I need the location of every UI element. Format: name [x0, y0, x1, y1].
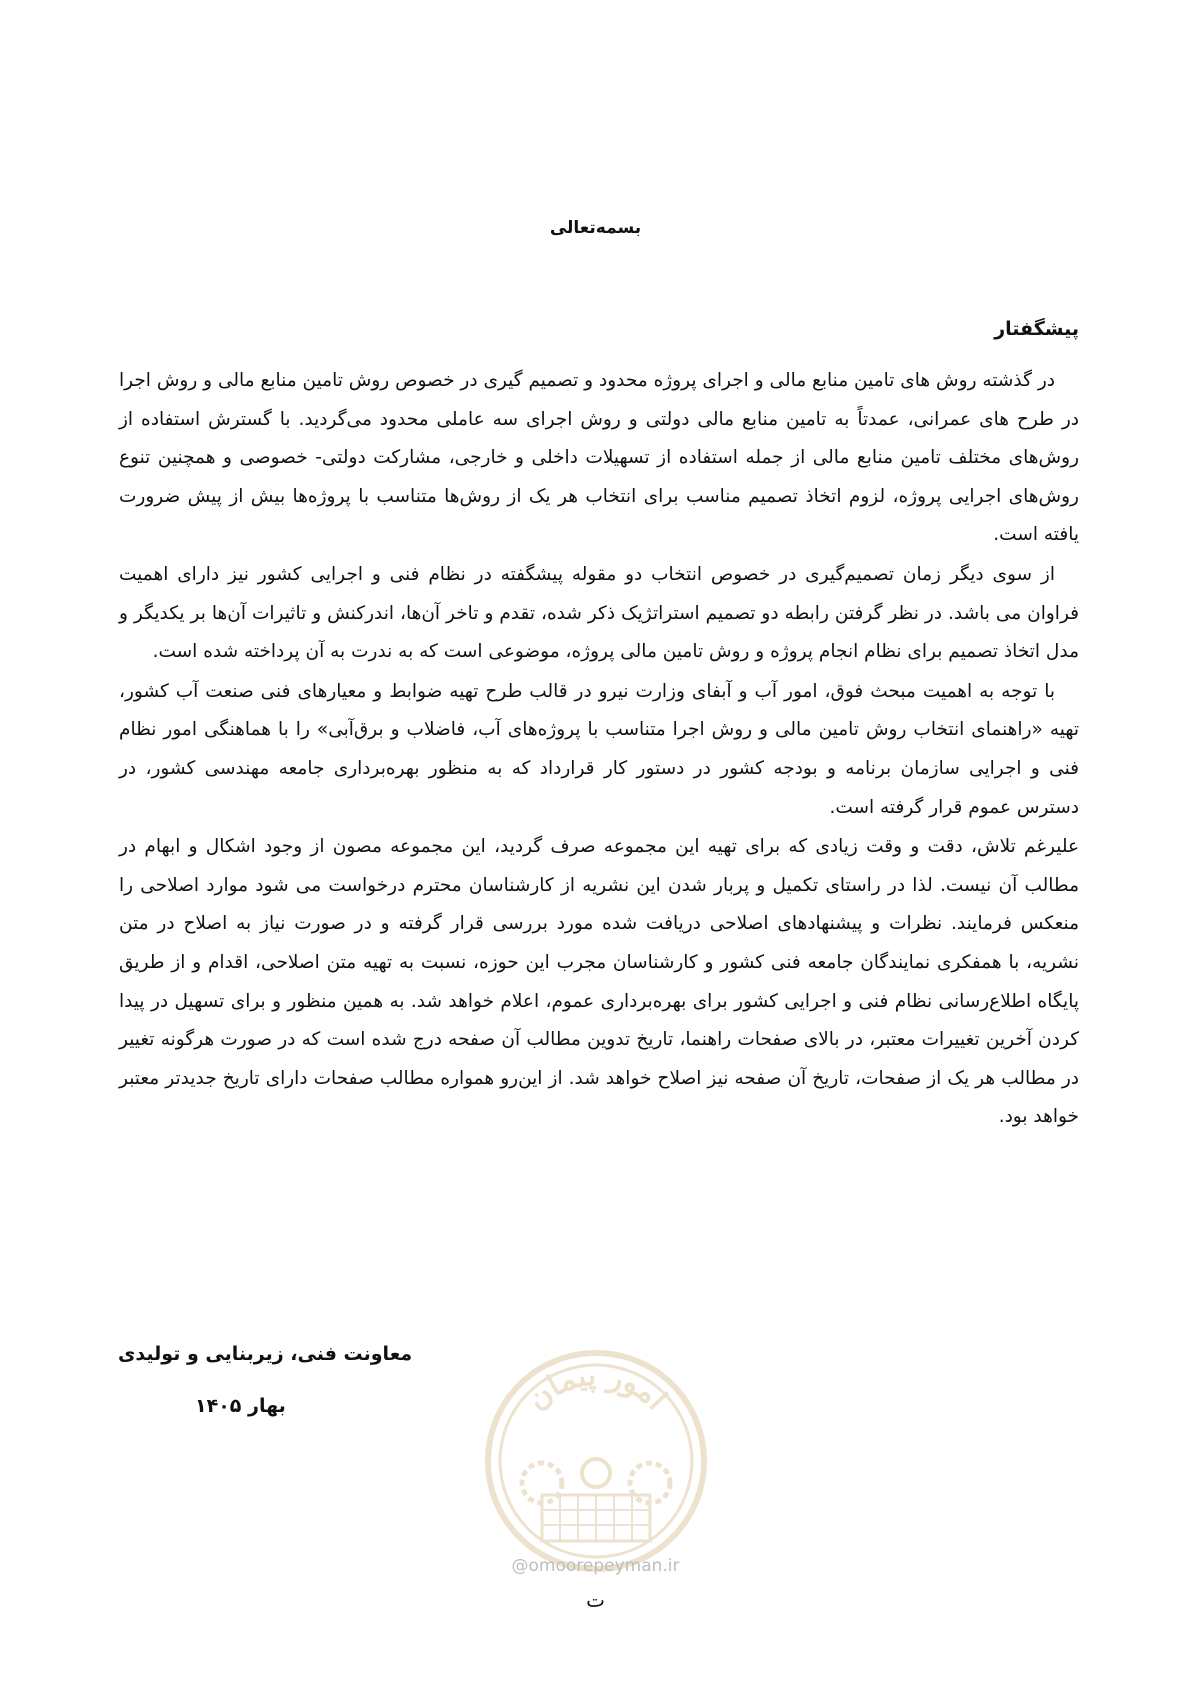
- body-text: [119, 362, 1079, 1138]
- page-title: بسمه‌تعالی: [549, 218, 642, 238]
- section-heading: پیشگفتار: [994, 318, 1079, 340]
- paragraph: علیرغم تلاش، دقت و وقت زیادی که برای تهیه این مجموعه صرف گردید، این مجموعه مصون از وجود اشکال و ابهام در مطالب آن نیست. لذا در راستای تکمیل و پربار شدن این نشریه از کارشناسان محترم درخواست می شود موارد اصلاحی را منعکس فرمایند. نظرات و پیشنهادهای اصلاحی دریافت شده مورد بررسی قرار گرفته و در صورت نیاز به اصلاح در متن نشریه، با همفکری نمایندگان جامعه فنی کشور و کارشناسان مجرب این حوزه، نسبت به تهیه متن اصلاحی، اقدام و از طریق پایگاه اطلاع‌رسانی نظام فنی و اجرایی کشور برای بهره‌برداری عموم، اعلام خواهد شد. به همین منظور و برای تسهیل در پیدا کردن آخرین تغییرات معتبر، در بالای صفحات راهنما، تاریخ تدوین مطالب آن صفحه درج شده است که در صورت هرگونه تغییر در مطالب هر یک از صفحات، تاریخ آن صفحه نیز اصلاح خواهد شد. از این‌رو همواره مطالب صفحات دارای تاریخ جدیدتر معتبر خواهد بود.: [119, 836, 1079, 1128]
- paragraph: با توجه به اهمیت مبحث فوق، امور آب و آبفای وزارت نیرو در قالب طرح تهیه ضوابط و معیارهای فنی صنعت آب کشور، تهیه «راهنمای انتخاب روش تامین مالی و روش اجرا متناسب با پروژه‌های آب، فاضلاب و برق‌آبی» را با هماهنگی امور نظام فنی و اجرایی سازمان برنامه و بودجه کشور در دستور کار قرارداد که به منظور بهره‌برداری جامعه مهندسی کشور، در دسترس عموم قرار گرفته است.: [119, 680, 1079, 818]
- paragraph: از سوی دیگر زمان تصمیم‌گیری در خصوص انتخاب دو مقوله پیشگفته در نظام فنی و اجرایی کشور نیز دارای اهمیت فراوان می باشد. در نظر گرفتن رابطه دو تصمیم استراتژیک ذکر شده، تقدم و تاخر آن‌ها، اندرکنش و تاثیرات آن‌ها بر یکدیگر و مدل اتخاذ تصمیم برای نظام انجام پروژه و روش تامین مالی پروژه، موضوعی است که به ندرت به آن پرداخته شده است.: [119, 563, 1079, 663]
- watermark-logo: [480, 1345, 712, 1577]
- signature-department: معاونت فنی، زیربنایی و تولیدی: [118, 1343, 413, 1365]
- signature-date: بهار ۱۴۰۵: [195, 1395, 286, 1417]
- paragraph: در گذشته روش های تامین منابع مالی و اجرای پروژه محدود و تصمیم گیری در خصوص روش تامین منابع مالی و روش اجرا در طرح های عمرانی، عمدتاً به تامین منابع مالی دولتی و روش اجرای سه عاملی محدود می‌گردید. با گسترش استفاده از روش‌های مختلف تامین منابع مالی از جمله استفاده از تسهیلات داخلی و خارجی، مشارکت دولتی- خصوصی و همچنین تنوع روش‌های اجرایی پروژه، لزوم اتخاذ تصمیم مناسب برای انتخاب هر یک از روش‌ها متناسب با پروژه‌ها بیش از پیش ضرورت یافته است.: [119, 370, 1079, 546]
- watermark-url: @omoorepeyman.ir: [511, 1556, 680, 1576]
- page-number: ت: [586, 1588, 605, 1612]
- watermark-logo-text: امور پیمان: [520, 1357, 674, 1418]
